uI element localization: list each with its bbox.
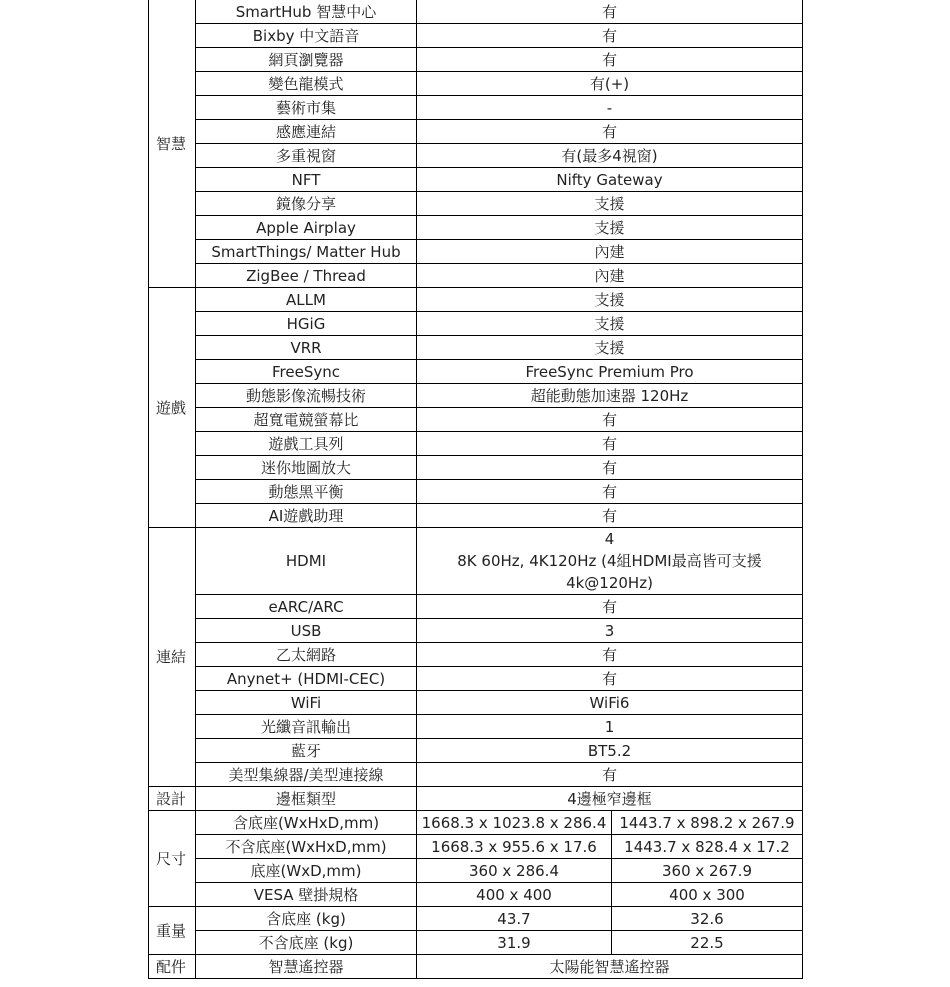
spec-value: 32.6 xyxy=(612,907,803,931)
spec-value: 有 xyxy=(417,432,803,456)
spec-label: 藍牙 xyxy=(196,739,417,763)
spec-label: 藝術市集 xyxy=(196,96,417,120)
spec-label: 遊戲工具列 xyxy=(196,432,417,456)
spec-value: 1 xyxy=(417,715,803,739)
spec-row xyxy=(149,595,803,619)
spec-value: 360 x 267.9 xyxy=(612,859,803,883)
spec-row xyxy=(149,528,803,595)
spec-row xyxy=(149,0,803,24)
spec-row xyxy=(149,931,803,955)
spec-label: eARC/ARC xyxy=(196,595,417,619)
spec-label: 含底座(WxHxD,mm) xyxy=(196,811,417,835)
spec-value: 有 xyxy=(417,643,803,667)
spec-label: Bixby 中文語音 xyxy=(196,24,417,48)
spec-label: 底座(WxD,mm) xyxy=(196,859,417,883)
spec-value: 360 x 286.4 xyxy=(417,859,612,883)
spec-value: 內建 xyxy=(417,264,803,288)
spec-value: 有 xyxy=(417,667,803,691)
spec-row xyxy=(149,144,803,168)
spec-value: 有 xyxy=(417,120,803,144)
spec-value: 有 xyxy=(417,0,803,24)
spec-value: 400 x 400 xyxy=(417,883,612,907)
spec-value: 支援 xyxy=(417,288,803,312)
spec-label: VESA 壁掛規格 xyxy=(196,883,417,907)
spec-row xyxy=(149,336,803,360)
spec-value: 有 xyxy=(417,595,803,619)
spec-label: 動態黑平衡 xyxy=(196,480,417,504)
category-cell: 重量 xyxy=(149,907,196,955)
spec-value: 支援 xyxy=(417,216,803,240)
spec-label: USB xyxy=(196,619,417,643)
spec-row xyxy=(149,24,803,48)
spec-value: 1668.3 x 1023.8 x 286.4 xyxy=(417,811,612,835)
spec-label: 超寬電競螢幕比 xyxy=(196,408,417,432)
spec-value: 有 xyxy=(417,24,803,48)
spec-value: 有 xyxy=(417,456,803,480)
spec-label: SmartHub 智慧中心 xyxy=(196,0,417,24)
spec-label: HGiG xyxy=(196,312,417,336)
spec-value: 1668.3 x 955.6 x 17.6 xyxy=(417,835,612,859)
spec-row xyxy=(149,667,803,691)
spec-row xyxy=(149,907,803,931)
spec-row xyxy=(149,264,803,288)
spec-row xyxy=(149,691,803,715)
spec-row xyxy=(149,48,803,72)
spec-value: 有 xyxy=(417,48,803,72)
category-cell: 配件 xyxy=(149,955,196,979)
spec-row xyxy=(149,192,803,216)
spec-value: 31.9 xyxy=(417,931,612,955)
spec-label: SmartThings/ Matter Hub xyxy=(196,240,417,264)
spec-row xyxy=(149,763,803,787)
spec-row xyxy=(149,504,803,528)
spec-row xyxy=(149,288,803,312)
spec-row xyxy=(149,120,803,144)
spec-row xyxy=(149,835,803,859)
spec-label: 邊框類型 xyxy=(196,787,417,811)
spec-row xyxy=(149,643,803,667)
spec-label: ZigBee / Thread xyxy=(196,264,417,288)
spec-label: Apple Airplay xyxy=(196,216,417,240)
spec-row xyxy=(149,360,803,384)
spec-label: ALLM xyxy=(196,288,417,312)
spec-value: 400 x 300 xyxy=(612,883,803,907)
spec-row xyxy=(149,168,803,192)
spec-label: NFT xyxy=(196,168,417,192)
spec-value: 支援 xyxy=(417,312,803,336)
spec-value: 有 xyxy=(417,504,803,528)
spec-value: 支援 xyxy=(417,336,803,360)
spec-label: 鏡像分享 xyxy=(196,192,417,216)
spec-value: 3 xyxy=(417,619,803,643)
spec-label: HDMI xyxy=(196,528,417,595)
spec-value: FreeSync Premium Pro xyxy=(417,360,803,384)
spec-value: 太陽能智慧遙控器 xyxy=(417,955,803,979)
spec-row xyxy=(149,456,803,480)
spec-label: 美型集線器/美型連接線 xyxy=(196,763,417,787)
spec-row xyxy=(149,715,803,739)
spec-label: Anynet+ (HDMI-CEC) xyxy=(196,667,417,691)
spec-row xyxy=(149,96,803,120)
spec-table xyxy=(148,0,803,979)
spec-value: 有 xyxy=(417,763,803,787)
spec-value: 有 xyxy=(417,480,803,504)
spec-row xyxy=(149,787,803,811)
spec-value: 22.5 xyxy=(612,931,803,955)
category-cell: 尺寸 xyxy=(149,811,196,907)
spec-row xyxy=(149,480,803,504)
spec-label: 含底座 (kg) xyxy=(196,907,417,931)
spec-label: 變色龍模式 xyxy=(196,72,417,96)
spec-value: 1443.7 x 828.4 x 17.2 xyxy=(612,835,803,859)
spec-value: 有 xyxy=(417,408,803,432)
spec-value: Nifty Gateway xyxy=(417,168,803,192)
spec-row xyxy=(149,619,803,643)
spec-row xyxy=(149,384,803,408)
spec-value: - xyxy=(417,96,803,120)
category-cell: 連結 xyxy=(149,528,196,787)
spec-label: 乙太網路 xyxy=(196,643,417,667)
spec-row xyxy=(149,72,803,96)
spec-label: 動態影像流暢技術 xyxy=(196,384,417,408)
spec-value: BT5.2 xyxy=(417,739,803,763)
spec-label: 不含底座(WxHxD,mm) xyxy=(196,835,417,859)
spec-value: WiFi6 xyxy=(417,691,803,715)
spec-row xyxy=(149,408,803,432)
spec-value: 有(+) xyxy=(417,72,803,96)
spec-label: VRR xyxy=(196,336,417,360)
spec-label: 智慧遙控器 xyxy=(196,955,417,979)
spec-value: 4 8K 60Hz, 4K120Hz (4組HDMI最高皆可支援 4k@120Hz) xyxy=(417,528,803,595)
spec-label: FreeSync xyxy=(196,360,417,384)
spec-label: 迷你地圖放大 xyxy=(196,456,417,480)
spec-label: 網頁瀏覽器 xyxy=(196,48,417,72)
spec-value: 超能動態加速器 120Hz xyxy=(417,384,803,408)
spec-value: 4邊極窄邊框 xyxy=(417,787,803,811)
spec-row xyxy=(149,859,803,883)
spec-value: 有(最多4視窗) xyxy=(417,144,803,168)
category-cell: 遊戲 xyxy=(149,288,196,528)
spec-row xyxy=(149,312,803,336)
spec-row xyxy=(149,240,803,264)
spec-label: 不含底座 (kg) xyxy=(196,931,417,955)
spec-label: 感應連結 xyxy=(196,120,417,144)
spec-value: 43.7 xyxy=(417,907,612,931)
spec-row xyxy=(149,432,803,456)
spec-row xyxy=(149,955,803,979)
spec-label: WiFi xyxy=(196,691,417,715)
category-cell: 設計 xyxy=(149,787,196,811)
spec-value: 支援 xyxy=(417,192,803,216)
spec-label: AI遊戲助理 xyxy=(196,504,417,528)
spec-row xyxy=(149,883,803,907)
spec-row xyxy=(149,739,803,763)
spec-label: 多重視窗 xyxy=(196,144,417,168)
spec-value: 1443.7 x 898.2 x 267.9 xyxy=(612,811,803,835)
spec-row xyxy=(149,216,803,240)
spec-row xyxy=(149,811,803,835)
spec-value: 內建 xyxy=(417,240,803,264)
category-cell: 智慧 xyxy=(149,0,196,288)
spec-label: 光纖音訊輸出 xyxy=(196,715,417,739)
